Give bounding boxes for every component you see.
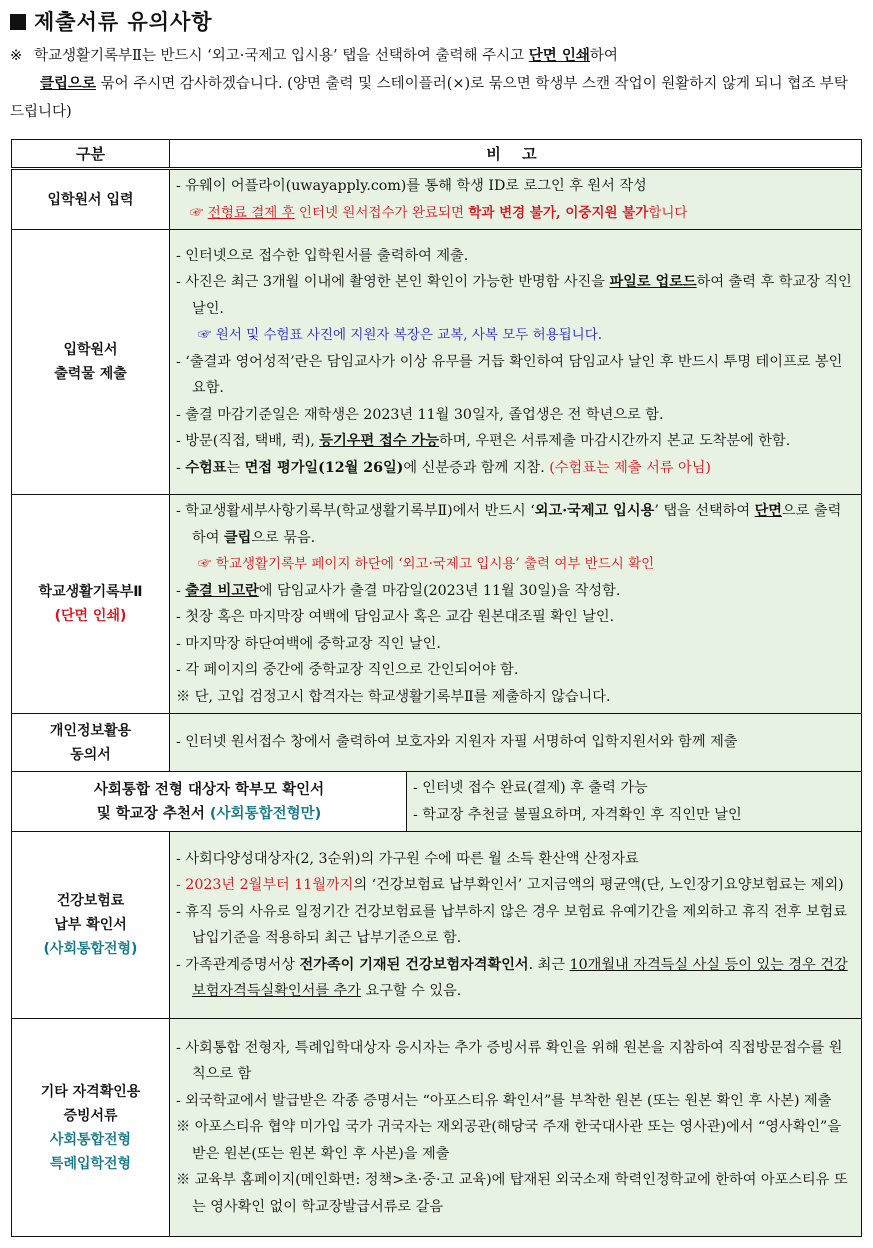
row5-remark [406, 772, 861, 832]
row7-cat-line4: 특례입학전형 [49, 1155, 132, 1172]
page-title [10, 6, 213, 36]
row7-line4: ※ 교육부 홈페이지(메인화면: 정책>초·중·고 교육)에 탑재된 외국소재 학력인정학교에 한하여 아포스티유 또는 영사확인 없이 학교장발급서류로 갈음 [176, 1172, 848, 1215]
row3-line3-b: 출결 비고란 [185, 582, 259, 599]
table-row [12, 169, 862, 230]
row3-line4: - 첫장 혹은 마지막장 여백에 담임교사 혹은 교감 원본대조필 확인 날인. [176, 609, 615, 625]
notice-text-2: 하여 [589, 48, 618, 64]
notice-text-1: 학교생활기록부Ⅱ는 반드시 ‘외고·국제고 입시용’ 탭을 선택하여 출력해 주시고 [34, 48, 529, 64]
header-category: 구분 [12, 140, 170, 169]
row3-line1-d: 단면 [754, 503, 783, 519]
row6-line2-a: - 2023년 2월부터 11월까지 [176, 877, 354, 893]
row3-line1-g: 으로 묶음. [251, 529, 316, 546]
square-bullet-icon [10, 14, 26, 30]
row2-line7-c: 는 [226, 459, 245, 476]
row5-cat-line2-b: (사회통합전형만) [209, 805, 322, 822]
row7-category [12, 1019, 170, 1237]
row6-line4-b: 전가족이 기재된 건강보험자격확인서 [299, 956, 529, 973]
row1-remark [170, 169, 862, 230]
row1-line2 [176, 200, 855, 227]
row1-line1: - 유웨이 어플라이(uwayapply.com)를 통해 학생 ID로 로그인 후 원서 작성 [176, 178, 647, 194]
row7-remark [170, 1019, 862, 1237]
row3-line3 [176, 578, 855, 605]
row4-cat-line1: 개인정보활용 [49, 722, 132, 739]
row3-line1-f: 클립 [223, 529, 252, 546]
row2-category [12, 230, 170, 495]
header-remark: 비 고 [170, 140, 862, 169]
row2-cat-line1: 입학원서 [63, 342, 118, 358]
table-row [12, 772, 862, 832]
row2-line7 [176, 455, 855, 482]
row3-category [12, 495, 170, 714]
row7-line3: ※ 아포스티유 협약 미가입 국가 귀국자는 재외공관(해당국 주재 한국대사관 또는 영사관)에서 “영사확인”을 받은 원본(또는 원본 확인 후 사본)을 제출 [176, 1119, 841, 1162]
row2-line2-a: - 사진은 최근 3개월 이내에 촬영한 본인 확인이 가능한 반명함 사진을 [176, 274, 610, 291]
notice-indent [10, 76, 40, 92]
table-row [12, 714, 862, 772]
row6-cat-line3: (사회통합전형) [43, 941, 138, 957]
row6-line4-a: - 가족관계증명서상 [176, 956, 300, 973]
row1-category: 입학원서 입력 [12, 169, 170, 230]
row1-line2-a: 전형료 결제 후 [207, 204, 295, 221]
row4-line1: - 인터넷 원서접수 창에서 출력하여 보호자와 지원자 자필 서명하여 입학지원서와 함께 제출 [176, 734, 738, 751]
row2-line7-e: 에 신분증과 함께 지참. [403, 459, 550, 476]
row6-cat-line1: 건강보험료 [56, 893, 125, 909]
row7-cat-line1: 기타 자격확인용 [40, 1083, 141, 1100]
row6-category [12, 832, 170, 1019]
row7-cat-line2: 증빙서류 [63, 1107, 118, 1124]
row3-cat-line1: 학교생활기록부Ⅱ [38, 584, 143, 600]
row2-line6-c: 하며, 우편은 서류제출 마감시간까지 본교 도착분에 한함. [438, 433, 791, 450]
table-row [12, 495, 862, 714]
row5-cat-line1: 사회통합 전형 대상자 학부모 확인서 [93, 781, 325, 798]
row6-line4 [176, 952, 855, 1005]
row3-line1-b: 외고·국제고 입시용 [534, 503, 655, 519]
row7-cat-line3: 사회통합전형 [49, 1131, 132, 1148]
pointing-hand-icon: ☞ [190, 204, 208, 221]
row2-line6 [176, 428, 855, 455]
row6-line2 [176, 872, 855, 899]
row2-line2-b: 파일로 업로드 [609, 274, 697, 291]
row2-line7-d: 면접 평가일(12월 26일) [244, 459, 404, 476]
row6-line4-e: 요구할 수 있음. [360, 983, 462, 999]
table-row [12, 230, 862, 495]
row6-line4-c: . 최근 [528, 956, 570, 973]
row5-cat-line2 [13, 802, 405, 826]
row3-remark [170, 495, 862, 714]
row3-line1-a: - 학교생활세부사항기록부(학교생활기록부Ⅱ)에서 반드시 ‘ [176, 503, 535, 519]
row2-line7-a: - [176, 459, 186, 476]
row4-cat-line2: 동의서 [70, 746, 111, 763]
row5-cat-line2-a: 및 학교장 추천서 [96, 805, 210, 822]
row1-line2-b: 인터넷 원서접수가 완료되면 [294, 204, 469, 221]
notice-mark: ※ [10, 48, 23, 64]
row3-line3-a: - [176, 582, 186, 599]
row6-cat-line2: 납부 확인서 [54, 917, 127, 933]
row7-line1: - 사회통합 전형자, 특례입학대상자 응시자는 추가 증빙서류 확인을 위해 원본을 지참하여 직접방문접수를 원칙으로 함 [176, 1039, 843, 1083]
row5-category [12, 772, 407, 832]
row5-line1: - 인터넷 접수 완료(결제) 후 출력 가능 [412, 780, 648, 796]
page-title-text: 제출서류 유의사항 [34, 10, 213, 34]
row6-line2-b: 의 ‘건강보험료 납부확인서’ 고지금액의 평균액(단, 노인장기요양보험료는 제외) [353, 877, 844, 893]
table-row [12, 1019, 862, 1237]
row3-line1-e: 으로 출력하여 [192, 503, 842, 546]
row2-line2-c: 하여 출력 후 학교장 직인 날인. [192, 274, 852, 317]
row5-line2: - 학교장 추천글 불필요하며, 자격확인 후 직인만 날인 [412, 806, 742, 823]
notice-emph-clip: 클립으로 [40, 75, 97, 92]
row2-line3: ☞ 원서 및 수험표 사진에 지원자 복장은 교복, 사복 모두 허용됩니다. [198, 327, 603, 344]
row2-line6-b: 등기우편 접수 가능 [319, 433, 439, 450]
row2-remark [170, 230, 862, 495]
row1-line2-c: 학과 변경 불가, 이중지원 불가 [468, 204, 649, 221]
requirements-table [11, 139, 862, 1237]
row3-line7: ※ 단, 고입 검정고시 합격자는 학교생활기록부Ⅱ를 제출하지 않습니다. [176, 688, 611, 705]
row3-cat-line2: (단면 인쇄) [54, 608, 127, 624]
row1-line2-d: 합니다 [648, 204, 688, 221]
row3-line1 [176, 498, 855, 551]
row2-line2 [176, 269, 855, 322]
row3-line1-c: ’ 탭을 선택하여 [654, 503, 755, 519]
row3-line2: ☞ 학교생활기록부 페이지 하단에 ‘외고·국제고 입시용’ 출력 여부 반드시 확인 [198, 556, 655, 572]
row3-line3-c: 에 담임교사가 출결 마감일(2023년 11월 30일)을 작성함. [258, 582, 621, 599]
row2-line6-a: - 방문(직접, 택배, 퀵), [176, 433, 320, 450]
row7-line2: - 외국학교에서 발급받은 각종 증명서는 “아포스티유 확인서”를 부착한 원본 (또는 원본 확인 후 사본) 제출 [176, 1092, 832, 1109]
row2-line4: - ‘출결과 영어성적’란은 담임교사가 이상 유무를 거듭 확인하여 담임교사 날인 후 반드시 투명 테이프로 봉인 요함. [176, 353, 843, 397]
row6-line4-d: 10개월내 자격득실 사실 등이 있는 경우 건강보험자격득실확인서를 추가 [192, 956, 848, 999]
row2-line7-f: (수험표는 제출 서류 아님) [549, 459, 711, 476]
row6-remark [170, 832, 862, 1019]
notice-text-3: 묶어 주시면 감사하겠습니다. (양면 출력 및 스테이플러(×)로 묶으면 학생부 스캔 작업이 원활하지 않게 되니 협조 부탁드립니다) [10, 76, 848, 120]
row4-remark [170, 714, 862, 772]
row3-line6: - 각 페이지의 중간에 중학교장 직인으로 간인되어야 함. [176, 662, 519, 678]
table-header-row [12, 140, 862, 169]
notice-paragraph [10, 42, 860, 126]
row2-cat-line2: 출력물 제출 [54, 366, 127, 382]
table-row [12, 832, 862, 1019]
notice-emph-single-sided: 단면 인쇄 [528, 47, 590, 64]
row3-line5: - 마지막장 하단여백에 중학교장 직인 날인. [176, 635, 441, 652]
row2-line5: - 출결 마감기준일은 재학생은 2023년 11월 30일자, 졸업생은 전 학년으로 함. [176, 406, 664, 423]
row6-line1: - 사회다양성대상자(2, 3순위)의 가구원 수에 따른 월 소득 환산액 산정자료 [176, 850, 639, 867]
row2-line1: - 인터넷으로 접수한 입학원서를 출력하여 제출. [176, 247, 469, 264]
row2-line7-b: 수험표 [185, 459, 227, 476]
row6-line3: - 휴직 등의 사유로 일정기간 건강보험료를 납부하지 않은 경우 보험료 유예기간을 제외하고 휴직 전후 보험료 납입기준을 적용하되 최근 납부기준으로 함. [176, 903, 847, 946]
row4-category [12, 714, 170, 772]
